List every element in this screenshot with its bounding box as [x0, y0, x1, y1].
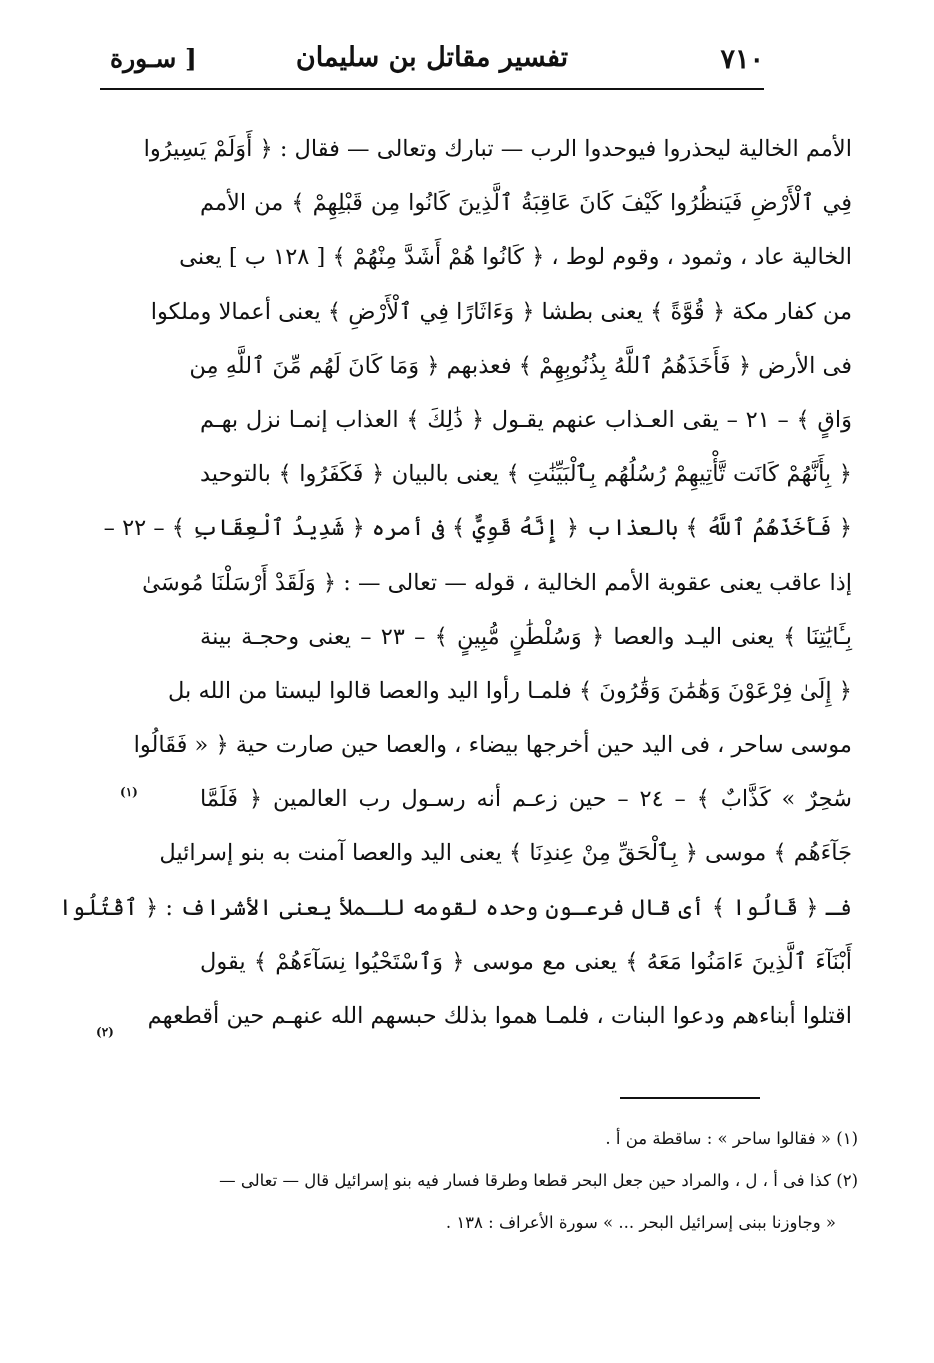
text-line: فـ ﴿ قَالُوا ﴾ أى قال فرعـون وحده لقومه للـملأ يعنى الأشراف : ﴿ ٱقْتُلُوا: [58, 894, 852, 921]
footnote-2-continued: « وجاوزنا ببنى إسرائيل البحر ... » سورة الأعراف : ١٣٨ .: [445, 1213, 836, 1232]
text-line: اقتلوا أبناءهم ودعوا البنات ، فلمـا هموا بذلك حبسهم الله عنهـم حين أقطعهم: [147, 1003, 852, 1029]
footnotes: [218, 1118, 858, 1244]
footnote-2: (٢) كذا فى أ ، ل ، والمراد حين جعل البحر قطعا وطرقا فسار فيه بنو إسرائيل قال — تعالى —: [219, 1171, 858, 1190]
page-number: ٧١٠: [720, 44, 764, 75]
text-line: فِي ٱلْأَرْضِ فَيَنظُرُوا كَيْفَ كَانَ عَاقِبَةُ ٱلَّذِينَ كَانُوا مِن قَبْلِهِمْ ﴾ من الأمم: [200, 190, 852, 217]
text-line: ﴿ إِلَىٰ فِرْعَوْنَ وَهَٰمَٰنَ وَقَٰرُونَ ﴾ فلمـا رأوا اليد والعصا قالوا ليستا من الله بل: [168, 677, 852, 704]
text-line: بِـَٔايَٰتِنَا ﴾ يعنى اليـد والعصا ﴿ وَسُلْطَٰنٍ مُّبِينٍ ﴾ – ٢٣ – يعنى وحجـة بينة: [200, 623, 852, 650]
text-line: من كفار مكة ﴿ قُوَّةً ﴾ يعنى بطشا ﴿ وَءَاثَارًا فِي ٱلْأَرْضِ ﴾ يعنى أعمالا وملكوا: [150, 298, 852, 325]
footnote-marker-1: (١): [120, 785, 138, 799]
text-line: إذا عاقب يعنى عقوبة الأمم الخالية ، قوله — تعالى — : ﴿ وَلَقَدْ أَرْسَلْنَا مُوسَىٰ: [142, 569, 852, 596]
text-line: وَاقٍ ﴾ – ٢١ – يقى العـذاب عنهم يقـول ﴿ ذَٰلِكَ ﴾ العذاب إنمـا نزل بهـم: [200, 406, 853, 433]
text-line: الخالية عاد ، وثمود ، وقوم لوط ، ﴿ كَانُوا هُمْ أَشَدَّ مِنْهُمْ ﴾ [ ١٢٨ ب ] يعنى: [179, 244, 852, 271]
footnote-marker-2: (٢): [96, 1025, 114, 1039]
text-line: سَٰحِرٌ » كَذَّابٌ ﴾ – ٢٤ – حين زعـم أنه رسـول رب العالمين ﴿ فَلَمَّا: [200, 786, 852, 813]
text-line: ﴿ فَأَخَذَهُمُ ٱللَّهُ ﴾ بالعذاب ﴿ إِنَّهُ قَوِيٌّ ﴾ فى أمره ﴿ شَدِيدُ ٱلْعِقَابِ ﴾ – ٢٢ –: [103, 515, 852, 542]
footnote-divider: [620, 1097, 760, 1099]
text-line: الأمم الخالية ليحذروا فيوحدوا الرب — تبارك وتعالى — فقال : ﴿ أَوَلَمْ يَسِيرُوا: [143, 136, 852, 162]
text-line: أَبْنَآءَ ٱلَّذِينَ ءَامَنُوا مَعَهُ ﴾ يعنى مع موسى ﴿ وَٱسْتَحْيُوا نِسَآءَهُمْ ﴾ يقول: [200, 948, 852, 975]
text-line: جَآءَهُم ﴾ موسى ﴿ بِٱلْحَقِّ مِنْ عِندِنَا ﴾ يعنى اليد والعصا آمنت به بنو إسرائيل: [159, 840, 852, 867]
book-title: تفسير مقاتل بن سليمان: [295, 42, 569, 73]
text-line: ﴿ بِأَنَّهُمْ كَانَت تَّأْتِيهِمْ رُسُلُهُم بِٱلْبَيِّنَٰتِ ﴾ يعنى بالبيان ﴿ فَكَفَرُوا ﴾ بالتوحيد: [200, 461, 852, 488]
footnote-1: (١) « فقالوا ساحر » : ساقطة من أ .: [605, 1129, 858, 1148]
running-header: [100, 38, 764, 86]
text-line: موسى ساحر ، فى اليد حين أخرجها بيضاء ، والعصا حين صارت حية ﴿ « فَقَالُوا: [133, 732, 852, 759]
text-line: فى الأرض ﴿ فَأَخَذَهُمُ ٱللَّهُ بِذُنُوبِهِمْ ﴾ فعذبهم ﴿ وَمَا كَانَ لَهُم مِّنَ ٱللَّهِ مِن: [189, 352, 852, 379]
main-text: [58, 122, 853, 1043]
header-divider: [100, 88, 764, 90]
surah-label: [ سـورة: [110, 44, 197, 73]
